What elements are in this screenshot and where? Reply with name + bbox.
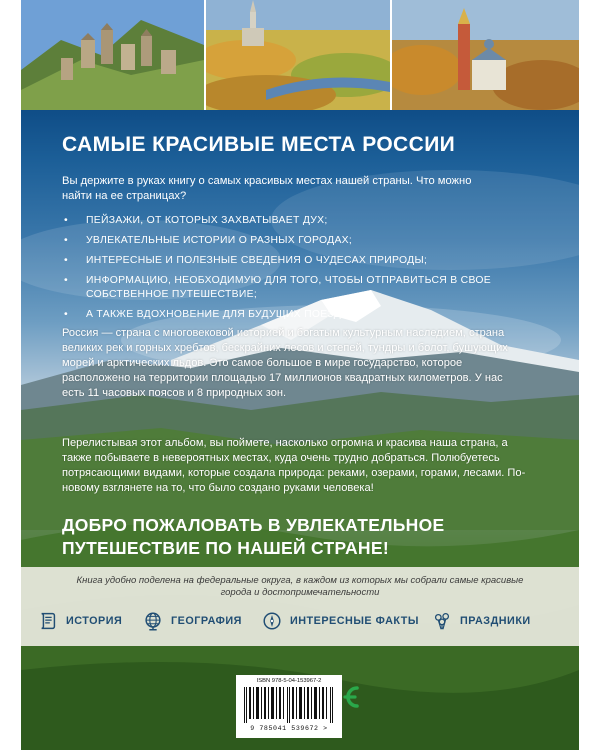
feature-text: ИНТЕРЕСНЫЕ И ПОЛЕЗНЫЕ СВЕДЕНИЯ О ЧУДЕСАХ ПРИРОДЫ; <box>86 255 428 266</box>
category-label: ГЕОГРАФИЯ <box>171 615 242 627</box>
feature-text: А ТАКЖЕ ВДОХНОВЕНИЕ ДЛЯ БУДУЩИХ ПОЕЗДОК <box>86 309 356 320</box>
category-label: ПРАЗДНИКИ <box>460 615 531 627</box>
category-history <box>37 609 122 633</box>
photo-strip <box>0 0 600 110</box>
feature-item <box>62 214 532 228</box>
globe-icon <box>142 610 164 632</box>
category-band <box>21 567 579 646</box>
album-description: Перелистывая этот альбом, вы поймете, насколько огромна и красива наша страна, а также побываете в невероятных местах, куда очень трудно добраться. Полюбуетесь потрясающими видами, которые создала природа: реками, озерами, горами, лесами. По-новому взглянете на то, что было создано руками человека! <box>62 437 526 494</box>
welcome-heading: ДОБРО ПОЖАЛОВАТЬ В УВЛЕКАТЕЛЬНОЕ ПУТЕШЕСТВИЕ ПО НАШЕЙ СТРАНЕ! <box>62 515 445 558</box>
category-geography <box>142 609 242 633</box>
bullet-icon: • <box>64 235 68 246</box>
compass-icon <box>261 610 283 632</box>
cover-title: САМЫЕ КРАСИВЫЕ МЕСТА РОССИИ <box>62 133 456 156</box>
mountain-landscape <box>21 110 579 750</box>
barcode-icon <box>244 687 334 723</box>
russia-description: Россия — страна с многовековой историей и богатым культурным наследием, страна великих рек и горных хребтов, бескрайних лесов и степей, тундры и болот, бушующих морей и арктических льдов. Это самое большое в мире государство, которое расположено на территории площадью 17 миллионов квадратных километров. У нас есть 11 часовых поясов и 8 природных зон. <box>62 327 508 399</box>
scroll-icon <box>37 610 59 632</box>
barcode-digits: 9 785041 539672 > <box>250 725 328 732</box>
category-holidays <box>431 609 531 633</box>
category-label: ИСТОРИЯ <box>66 615 123 627</box>
photo-church-town <box>392 0 579 110</box>
bullet-icon: • <box>64 255 68 266</box>
barcode-box <box>236 675 342 738</box>
feature-text: ИНФОРМАЦИЮ, НЕОБХОДИМУЮ ДЛЯ ТОГО, ЧТОБЫ ОТПРАВИТЬСЯ В СВОЕ СОБСТВЕННОЕ ПУТЕШЕСТВИЕ; <box>86 275 491 300</box>
flowers-icon <box>431 610 453 632</box>
feature-text: ПЕЙЗАЖИ, ОТ КОТОРЫХ ЗАХВАТЫВАЕТ ДУХ; <box>86 215 328 226</box>
bullet-icon: • <box>64 309 68 320</box>
bullet-icon: • <box>64 275 68 286</box>
book-back-cover <box>21 110 579 750</box>
feature-item <box>62 254 532 268</box>
isbn-text: ISBN 978-5-04-153967-2 <box>256 678 322 684</box>
photo-mountain-towers <box>21 0 204 110</box>
feature-text: УВЛЕКАТЕЛЬНЫЕ ИСТОРИИ О РАЗНЫХ ГОРОДАХ; <box>86 235 353 246</box>
band-note: Книга удобно поделена на федеральные округа, в каждом из которых мы собрали самые красивые города и достопримечательности <box>76 575 524 598</box>
publisher-logo-icon <box>340 682 362 712</box>
intro-text: Вы держите в руках книгу о самых красивых местах нашей страны. Что можно найти на ее страницах? <box>62 175 472 202</box>
category-facts <box>261 609 419 633</box>
category-label: ИНТЕРЕСНЫЕ ФАКТЫ <box>290 615 419 627</box>
bullet-icon: • <box>64 215 68 226</box>
feature-list <box>62 214 532 328</box>
photo-moscow-park <box>206 0 390 110</box>
feature-item <box>62 274 532 302</box>
feature-item <box>62 308 532 322</box>
feature-item <box>62 234 532 248</box>
